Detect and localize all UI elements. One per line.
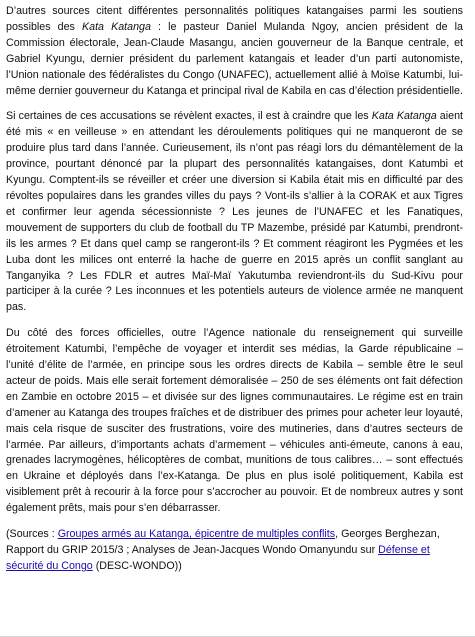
paragraph-text: D’autres sources citent différentes personnalités politiques katangaises parmi les soutiens possibles des (6, 5, 463, 33)
source-link-desc-wondo[interactable]: Défense et sécurité du Congo (6, 544, 430, 572)
sources-suffix: (DESC-WONDO)) (92, 559, 182, 572)
emphasis-kata-katanga: Kata Katanga (82, 20, 151, 33)
sources-middle: , Georges Berghezan, Rapport du GRIP 2015/3 ; Analyses de Jean-Jacques Wondo Omanyundu sur (6, 528, 440, 556)
sources-note (6, 527, 463, 575)
paragraph-text: aient été mis « en veilleuse » en attendant les déroulements politiques qui ne manqueront de se produire plus tard dans l’année. Curieusement, ils n’ont pas réagi lors du démantèlement de la province, pourtant dénoncé par la plupart des personnalités katangaises, dont Katumbi et Kyungu. Comptent-ils se réveiller et créer une diversion si Kabila était mis en difficulté par des révoltes populaires dans les grandes villes du pays ? Vont-ils s’allier à la CORAK et aux Tigres et confirmer leur agenda sécessionniste ? Les jeunes de l’UNAFEC et les Fanatiques, mouvement de supporters du club de football du TP Mazembe, présidé par Katumbi, prendront-ils les armes ? Et dans quel camp se rangeront-ils ? Et comment réagiront les Pygmées et les Luba dont les milices ont enterré la hache de guerre en 2015 après un conflit sanglant au Tanganyika ? Les FDLR et autres Maï-Maï Yakutumba reviendront-ils du Sud-Kivu pour participer à la curée ? Les inconnues et les potentiels auteurs de violence armée ne manquent pas. (6, 110, 463, 314)
paragraph-text: : le pasteur Daniel Mulanda Ngoy, ancien président de la Commission électorale, Jean-Claude Masangu, ancien gouverneur de la Banque centrale, et Gabriel Kyungu, dernier président du parlement katangais et leader d’un parti autonomiste, l’Union nationale des fédéralistes du Congo (UNAFEC), actuellement allié à Moïse Katumbi, lui-même dernier gouverneur du Katanga et principal rival de Kabila en cas d’élection présidentielle. (6, 20, 463, 97)
sources-prefix: (Sources : (6, 528, 58, 541)
paragraph-text: Si certaines de ces accusations se révèlent exactes, il est à craindre que les (6, 110, 372, 123)
emphasis-kata-katanga: Kata Katanga (371, 110, 437, 123)
paragraph-supporters (6, 4, 463, 99)
paragraph-speculation (6, 109, 463, 316)
source-link-grip-report[interactable]: Groupes armés au Katanga, épicentre de multiples conflits (57, 528, 336, 541)
paragraph-official-forces: Du côté des forces officielles, outre l’Agence nationale du renseignement qui surveille étroitement Katumbi, l’empêche de voyager et interdit ses médias, la Garde républicaine – l’unité d’élite de l’armée, en principe sous les ordres directs de Kabila – semble être le seul acteur de poids. Mais elle serait fortement démoralisée – 250 de ses éléments ont fait défection en Zambie en octobre 2015 – et divisée sur des lignes communautaires. Le régime est en train d’amener au Katanga des troupes fraîches et de distribuer des primes pour acheter leur loyauté, mais cela risque de susciter des frustrations, voire des mutineries, dans d’autres secteurs de l’armée. Par ailleurs, d’importants achats d’armement – véhicules anti-émeute, canons à eau, grenades lacrymogènes, hélicoptères de combat, munitions de tous calibres… – sont effectués en Ukraine et déployés dans l’ex-Katanga. De plus en plus isolé politiquement, Kabila est visiblement prêt à recourir à la force pour s’accrocher au pouvoir. Et de nombreux autres y sont également prêts, mais pour s’en débarrasser. (6, 327, 463, 515)
article-body (6, 4, 463, 585)
